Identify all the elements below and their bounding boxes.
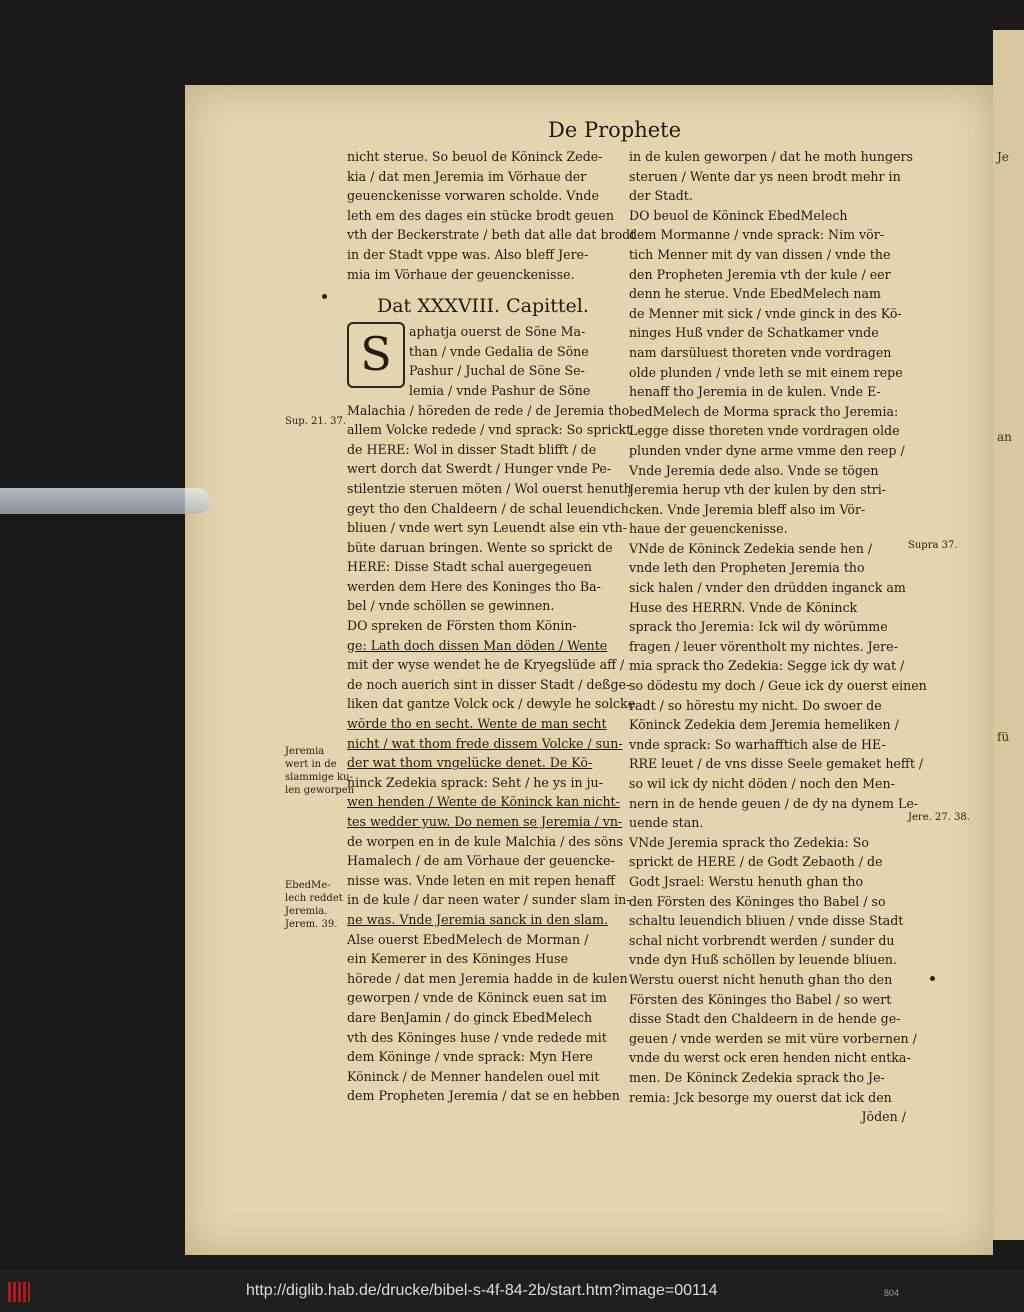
text-line: vth der Beckerstrate / beth dat alle dat brodt (347, 227, 636, 243)
text-line: Hamalech / de am Vörhaue der geuencke- (347, 853, 615, 869)
margin-note-jeremia-2: wert in de (285, 759, 337, 770)
text-line: bliuen / vnde wert syn Leuendt alse ein vth- (347, 520, 628, 536)
text-line: wen henden / Wente de Köninck kan nicht- (347, 794, 620, 810)
text-line: cken. Vnde Jeremia bleff also im Vör- (629, 501, 866, 517)
text-line: schaltu leuendich bliuen / vnde disse Stadt (629, 913, 904, 929)
margin-note-supra: Supra 37. (908, 540, 958, 551)
margin-note-sup: Sup. 21. 37. (285, 416, 347, 427)
text-line: fragen / leuer vörentholt my nichtes. Jere- (629, 638, 898, 654)
text-line: wert dorch dat Swerdt / Hunger vnde Pe- (347, 461, 612, 477)
text-line: ge: Lath doch dissen Man döden / Wente (347, 637, 608, 653)
text-line: den Propheten Jeremia vth der kule / eer (629, 266, 891, 282)
text-line: ninck Zedekia sprack: Seht / he ys in ju- (347, 774, 603, 790)
text-line: ein Kemerer in des Köninges Huse (347, 951, 569, 967)
text-line: haue der geuenckenisse. (629, 521, 788, 537)
text-line: aphatja ouerst de Söne Ma- (409, 324, 586, 340)
margin-note-ebed-2: lech reddet (285, 893, 343, 904)
text-line: ninges Huß vnder de Schatkamer vnde (629, 325, 879, 341)
text-line: plunden vnder dyne arme vmme den reep / (629, 442, 905, 458)
chapter-title: Dat XXXVIII. Capittel. (377, 295, 589, 318)
text-line: radt / so hörestu my nicht. Do swoer de (629, 697, 882, 713)
text-line: dare BenJamin / do ginck EbedMelech (347, 1009, 593, 1025)
text-line: wörde tho en secht. Wente de man secht (347, 716, 607, 732)
text-line: nicht / wat thom frede dissem Volcke / sun- (347, 735, 623, 751)
text-line: in de kulen geworpen / dat he moth hungers (629, 149, 913, 164)
margin-note-jeremia-3: slammige ku- (285, 772, 353, 783)
text-line: nern in de hende geuen / de dy na dynem Le- (629, 795, 919, 811)
page-number: 804 (884, 1288, 900, 1298)
text-line: Werstu ouerst nicht henuth ghan tho den (629, 971, 893, 987)
text-line: nicht sterue. So beuol de Köninck Zede- (347, 149, 603, 164)
right-column (629, 147, 927, 1127)
drop-cap: S (347, 322, 405, 388)
text-line: nam darsüluest thoreten vnde vordragen (629, 344, 892, 360)
permalink-url[interactable]: http://diglib.hab.de/drucke/bibel-s-4f-84-2b/start.htm?image=00114 (246, 1282, 718, 1299)
margin-note-jere: Jere. 27. 38. (908, 812, 970, 823)
text-line: VNde de Köninck Zedekia sende hen / (629, 540, 873, 556)
text-line: Vnde Jeremia dede also. Vnde se tögen (629, 462, 879, 478)
text-line: kia / dat men Jeremia im Vörhaue der (347, 168, 587, 184)
margin-note-ebed-1: EbedMe- (285, 880, 331, 891)
text-line: leth em des dages ein stücke brodt geuen (347, 207, 614, 223)
text-line: uende stan. (629, 815, 704, 831)
text-line: than / vnde Gedalia de Söne (409, 343, 589, 359)
text-line: vnde du werst ock eren henden nicht entka- (629, 1050, 911, 1066)
left-column (347, 147, 636, 1106)
text-line: VNde Jeremia sprack tho Zedekia: So (629, 834, 869, 850)
text-line: tes wedder yuw. Do nemen se Jeremia / vn- (347, 814, 623, 829)
text-line: vnde sprack: So warhafftich alse de HE- (629, 736, 886, 752)
ink-dot (930, 976, 935, 981)
text-line: den Försten des Köninges tho Babel / so (629, 893, 886, 909)
text-line: vnde leth den Propheten Jeremia tho (629, 560, 865, 576)
text-line: denn he sterue. Vnde EbedMelech nam (629, 286, 881, 302)
text-line: disse Stadt den Chaldeern in de hende ge- (629, 1011, 901, 1027)
text-line: Jöden / (861, 1109, 906, 1125)
text-line: Legge disse thoreten vnde vordragen olde (629, 423, 900, 439)
text-line: Köninck Zedekia dem Jeremia hemeliken / (629, 717, 899, 733)
margin-note-ebed-4: Jerem. 39. (285, 919, 338, 930)
text-line: dem Propheten Jeremia / dat se en hebben (347, 1088, 620, 1104)
text-line: ne was. Vnde Jeremia sanck in den slam. (347, 911, 608, 927)
text-line: der wat thom vngelücke denet. De Kö- (347, 755, 593, 771)
text-line: büte daruan bringen. Wente so sprickt de (347, 539, 613, 555)
text-line: sprickt de HERE / de Godt Zebaoth / de (629, 854, 883, 870)
text-line: nisse was. Vnde leten en mit repen henaff (347, 872, 615, 888)
running-header: De Prophete (548, 118, 682, 142)
text-line: Huse des HERRN. Vnde de Köninck (629, 599, 858, 615)
text-line: geuenckenisse vorwaren scholde. Vnde (347, 188, 599, 204)
text-line: remia: Jck besorge my ouerst dat ick den (629, 1089, 892, 1105)
text-line: allem Volcke redede / vnd sprack: So sprickt (347, 422, 632, 438)
facing-page-edge: Je an fü (993, 30, 1024, 1240)
text-line: vnde dyn Huß schöllen by leuende bliuen. (629, 952, 898, 968)
text-line: so wil ick dy nicht döden / noch den Men- (629, 776, 895, 791)
text-line: Försten des Köninges tho Babel / so wert (629, 991, 892, 1007)
text-line: geyt tho den Chaldeern / de schal leuendich (347, 500, 629, 516)
plastic-clip (0, 488, 210, 514)
text-line: HERE: Disse Stadt schal auergegeuen (347, 559, 592, 575)
margin-note-ebed-3: Jeremia. (285, 906, 328, 917)
text-line: henaff tho Jeremia in de kulen. Vnde E- (629, 384, 881, 400)
text-line: DO spreken de Försten thom Könin- (347, 618, 577, 634)
text-line: sick halen / vnder den drüdden inganck am (629, 580, 906, 596)
text-line: Jeremia herup vth der kulen by den stri- (629, 482, 887, 498)
text-line: dem Mormanne / vnde sprack: Nim vör- (629, 227, 885, 243)
text-line: olde plunden / vnde leth se mit einem repe (629, 364, 903, 380)
library-logo-icon[interactable] (8, 1282, 30, 1302)
text-line: sprack tho Jeremia: Ick wil dy wörümme (629, 619, 888, 635)
text-line: liken dat gantze Volck ock / dewyle he solcke (347, 696, 636, 712)
text-line: bel / vnde schöllen se gewinnen. (347, 598, 555, 614)
text-line: lemia / vnde Pashur de Söne (409, 382, 591, 398)
text-line: men. De Köninck Zedekia sprack tho Je- (629, 1069, 885, 1085)
text-line: bedMelech de Morma sprack tho Jeremia: (629, 403, 899, 419)
text-line: hörede / dat men Jeremia hadde in de kulen (347, 970, 628, 986)
ink-dot (322, 294, 327, 299)
text-line: geuen / vnde werden se mit vüre vorbernen / (629, 1030, 917, 1046)
text-line: vth des Köninges huse / vnde redede mit (347, 1029, 607, 1045)
text-line: mia sprack tho Zedekia: Segge ick dy wat / (629, 658, 905, 674)
text-line: der Stadt. (629, 188, 693, 204)
text-line: mit der wyse wendet he de Kryegslüde aff / (347, 657, 625, 673)
text-line: de HERE: Wol in disser Stadt blifft / de (347, 441, 597, 457)
text-line: de Menner mit sick / vnde ginck in des Kö- (629, 305, 902, 321)
text-line: Köninck / de Menner handelen ouel mit (347, 1068, 600, 1084)
text-line: stilentzie steruen möten / Wol ouerst henuth (347, 480, 632, 496)
text-line: de worpen en in de kule Malchia / des söns (347, 833, 623, 849)
margin-note-jeremia-4: len geworpen (285, 785, 355, 796)
margin-note-jeremia-1: Jeremia (285, 746, 325, 757)
text-line: Godt Jsrael: Werstu henuth ghan tho (629, 873, 864, 889)
text-line: tich Menner mit dy van dissen / vnde the (629, 246, 891, 262)
text-line: so dödestu my doch / Geue ick dy ouerst einen (629, 678, 927, 694)
text-line: in de kule / dar neen water / sunder slam in- (347, 892, 631, 908)
text-line: Alse ouerst EbedMelech de Morman / (347, 931, 589, 947)
text-line: werden dem Here des Koninges tho Ba- (347, 578, 601, 594)
text-line: geworpen / vnde de Köninck euen sat im (347, 990, 607, 1006)
text-line: steruen / Wente dar ys neen brodt mehr in (629, 168, 901, 184)
text-line: Pashur / Juchal de Söne Se- (409, 363, 585, 379)
text-line: mia im Vörhaue der geuenckenisse. (347, 266, 575, 282)
text-line: DO beuol de Köninck EbedMelech (629, 207, 848, 223)
text-line: schal nicht vorbrendt werden / sunder du (629, 932, 895, 948)
text-line: RRE leuet / de vns disse Seele gemaket hefft / (629, 756, 924, 772)
text-line: dem Köninge / vnde sprack: Myn Here (347, 1049, 593, 1065)
text-line: de noch auerich sint in disser Stadt / deßge- (347, 676, 631, 692)
text-line: in der Stadt vppe was. Also bleff Jere- (347, 246, 589, 262)
text-line: Malachia / höreden de rede / de Jeremia tho (347, 402, 630, 418)
